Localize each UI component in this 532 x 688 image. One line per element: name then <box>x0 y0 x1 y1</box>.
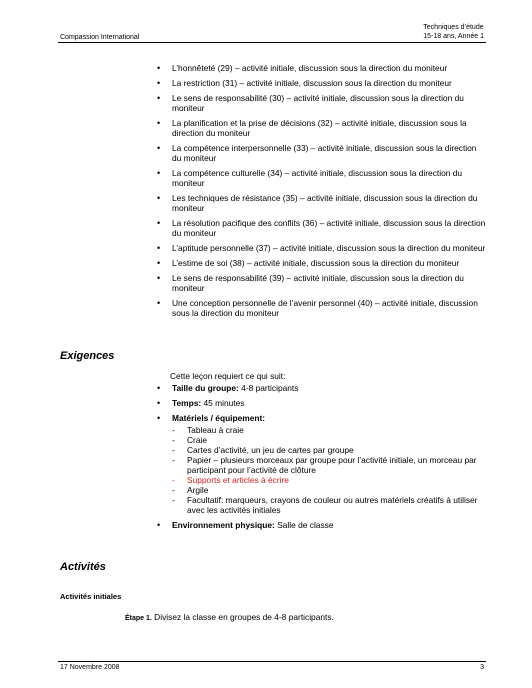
topic-item: • La résolution pacifique des conflits (36) – activité initiale, discussion sous la direction du moniteur <box>156 218 486 238</box>
header-title-line1: Techniques d’étude <box>423 24 484 31</box>
step-label: Étape 1. <box>125 615 152 622</box>
group-size-value: 4-8 participants <box>238 383 299 393</box>
time-label: Temps: <box>172 398 202 408</box>
topic-item: • L’estime de soi (38) – activité initiale, discussion sous la direction du moniteur <box>156 258 486 268</box>
topic-item: • Le sens de responsabilité (39) – activité initiale, discussion sous la direction du moniteur <box>156 273 486 293</box>
footer-rule <box>58 661 486 662</box>
material-item: - Argile <box>172 485 486 495</box>
time-value: 45 minutes <box>201 398 245 408</box>
header-rule <box>58 42 486 43</box>
requirement-group-size <box>156 383 486 393</box>
topic-item: • La restriction (31) – activité initiale, discussion sous la direction du moniteur <box>156 78 486 88</box>
topic-item: • La compétence culturelle (34) – activité initiale, discussion sous la direction du moniteur <box>156 168 486 188</box>
activites-subheading: Activités initiales <box>60 592 122 601</box>
material-item: - Tableau à craie <box>172 425 486 435</box>
requirement-environment <box>156 520 486 530</box>
environment-value: Salle de classe <box>274 520 334 530</box>
topic-item: • Une conception personnelle de l’avenir personnel (40) – activité initiale, discussion sous la direction du moniteur <box>156 298 486 318</box>
group-size-label: Taille du groupe: <box>172 383 239 393</box>
header-title <box>423 24 484 41</box>
material-item: - Cartes d’activité, un jeu de cartes par groupe <box>172 445 486 455</box>
exigences-heading: Exigences <box>60 350 115 362</box>
topic-item: • L’honnêteté (29) – activité initiale, discussion sous la direction du moniteur <box>156 63 486 73</box>
footer-page-number: 3 <box>480 664 484 671</box>
step-text: Divisez la classe en groupes de 4-8 participants. <box>151 612 334 622</box>
activites-heading: Activités <box>60 561 106 573</box>
topic-list <box>156 63 486 323</box>
topic-item: • La compétence interpersonnelle (33) – activité initiale, discussion sous la direction du moniteur <box>156 143 486 163</box>
materials-label: Matériels / équipement: <box>172 413 266 423</box>
material-item: - Facultatif: marqueurs, crayons de couleur ou autres matériels créatifs à utiliser avec les activités initiales <box>172 495 486 515</box>
materials-list <box>172 425 486 515</box>
header-organization: Compassion International <box>60 34 140 41</box>
requirements-list <box>156 383 486 535</box>
step-1 <box>125 612 334 622</box>
topic-item: • L’aptitude personnelle (37) – activité initiale, discussion sous la direction du moniteur <box>156 243 486 253</box>
topic-item: • La planification et la prise de décisions (32) – activité initiale, discussion sous la direction du moniteur <box>156 118 486 138</box>
environment-label: Environnement physique: <box>172 520 275 530</box>
material-item-highlighted: - Supports et articles à écrire <box>172 475 486 485</box>
topic-item: • Le sens de responsabilité (30) – activité initiale, discussion sous la direction du moniteur <box>156 93 486 113</box>
requirement-time <box>156 398 486 408</box>
material-item: - Papier – plusieurs morceaux par groupe pour l’activité initiale, un morceau par participant pour l’activité de clôture <box>172 455 486 475</box>
header-title-line2: 15-18 ans, Année 1 <box>423 32 484 40</box>
material-item: - Craie <box>172 435 486 445</box>
footer-date: 17 Novembre 2008 <box>60 664 120 671</box>
requirement-materials <box>156 413 486 515</box>
exigences-intro: Cette leçon requiert ce qui suit: <box>170 371 286 381</box>
topic-item: • Les techniques de résistance (35) – activité initiale, discussion sous la direction du moniteur <box>156 193 486 213</box>
